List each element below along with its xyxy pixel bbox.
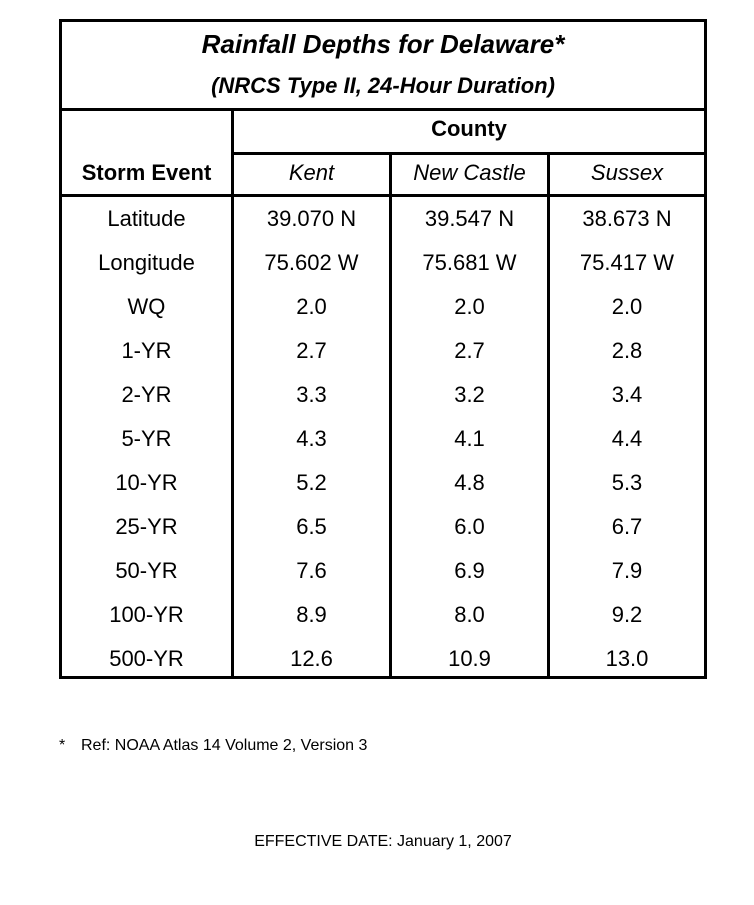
value-cell: 2.0	[611, 294, 643, 319]
storm-event-cell: WQ	[127, 294, 166, 319]
table-row	[62, 461, 704, 505]
value-cell: 4.1	[454, 426, 485, 451]
table-row	[62, 197, 704, 241]
value-cell: 6.0	[454, 514, 485, 539]
table-row	[62, 285, 704, 329]
value-cell: 75.681 W	[422, 250, 517, 275]
table-row	[62, 505, 704, 549]
value-cell: 2.7	[296, 338, 327, 363]
value-cell: 75.417 W	[579, 250, 675, 275]
storm-event-header: Storm Event	[81, 160, 212, 185]
value-cell: 39.070 N	[266, 206, 357, 231]
value-cell: 3.4	[611, 382, 643, 407]
county-header-kent: Kent	[288, 160, 335, 185]
value-cell: 6.7	[611, 514, 643, 539]
value-cell: 38.673 N	[582, 206, 672, 231]
county-underline	[231, 152, 704, 155]
value-cell: 4.3	[296, 426, 327, 451]
table-title-block	[62, 22, 704, 111]
value-cell: 2.7	[454, 338, 485, 363]
value-cell: 5.3	[611, 470, 643, 495]
value-cell: 39.547 N	[424, 206, 515, 231]
storm-event-cell: Latitude	[107, 206, 186, 231]
value-cell: 3.2	[454, 382, 485, 407]
table-row	[62, 549, 704, 593]
value-cell: 2.0	[454, 294, 485, 319]
table-title: Rainfall Depths for Delaware*	[201, 29, 565, 59]
table-row	[62, 329, 704, 373]
value-cell: 6.5	[296, 514, 327, 539]
county-header-new-castle: New Castle	[413, 160, 526, 185]
county-group-header: County	[431, 116, 507, 141]
effective-date: EFFECTIVE DATE: January 1, 2007	[254, 833, 512, 850]
storm-event-cell: 500-YR	[109, 646, 184, 671]
footnote	[59, 736, 367, 756]
value-cell: 2.8	[611, 338, 643, 363]
table-row	[62, 417, 704, 461]
value-cell: 4.4	[611, 426, 643, 451]
value-cell: 5.2	[296, 470, 327, 495]
storm-event-cell: 50-YR	[115, 558, 178, 583]
value-cell: 6.9	[454, 558, 485, 583]
table-subtitle: (NRCS Type II, 24-Hour Duration)	[211, 73, 555, 98]
storm-event-cell: 100-YR	[109, 602, 184, 627]
value-cell: 10.9	[448, 646, 491, 671]
table-row	[62, 373, 704, 417]
table-row	[62, 241, 704, 285]
value-cell: 4.8	[454, 470, 485, 495]
storm-event-cell: 2-YR	[121, 382, 172, 407]
value-cell: 75.602 W	[264, 250, 359, 275]
value-cell: 12.6	[290, 646, 333, 671]
rainfall-table	[59, 19, 707, 679]
value-cell: 13.0	[605, 646, 649, 671]
footnote-text: Ref: NOAA Atlas 14 Volume 2, Version 3	[81, 737, 368, 754]
storm-event-cell: 10-YR	[115, 470, 178, 495]
value-cell: 7.9	[611, 558, 643, 583]
footnote-marker: *	[59, 737, 66, 754]
table-row	[62, 593, 704, 637]
value-cell: 7.6	[296, 558, 327, 583]
county-header-sussex: Sussex	[590, 160, 664, 185]
storm-event-cell: Longitude	[98, 250, 195, 275]
value-cell: 3.3	[296, 382, 327, 407]
storm-event-cell: 1-YR	[121, 338, 172, 363]
table-row	[62, 637, 704, 681]
storm-event-cell: 25-YR	[115, 514, 178, 539]
value-cell: 8.0	[454, 602, 485, 627]
value-cell: 2.0	[296, 294, 327, 319]
value-cell: 8.9	[296, 602, 327, 627]
value-cell: 9.2	[611, 602, 643, 627]
storm-event-cell: 5-YR	[121, 426, 172, 451]
